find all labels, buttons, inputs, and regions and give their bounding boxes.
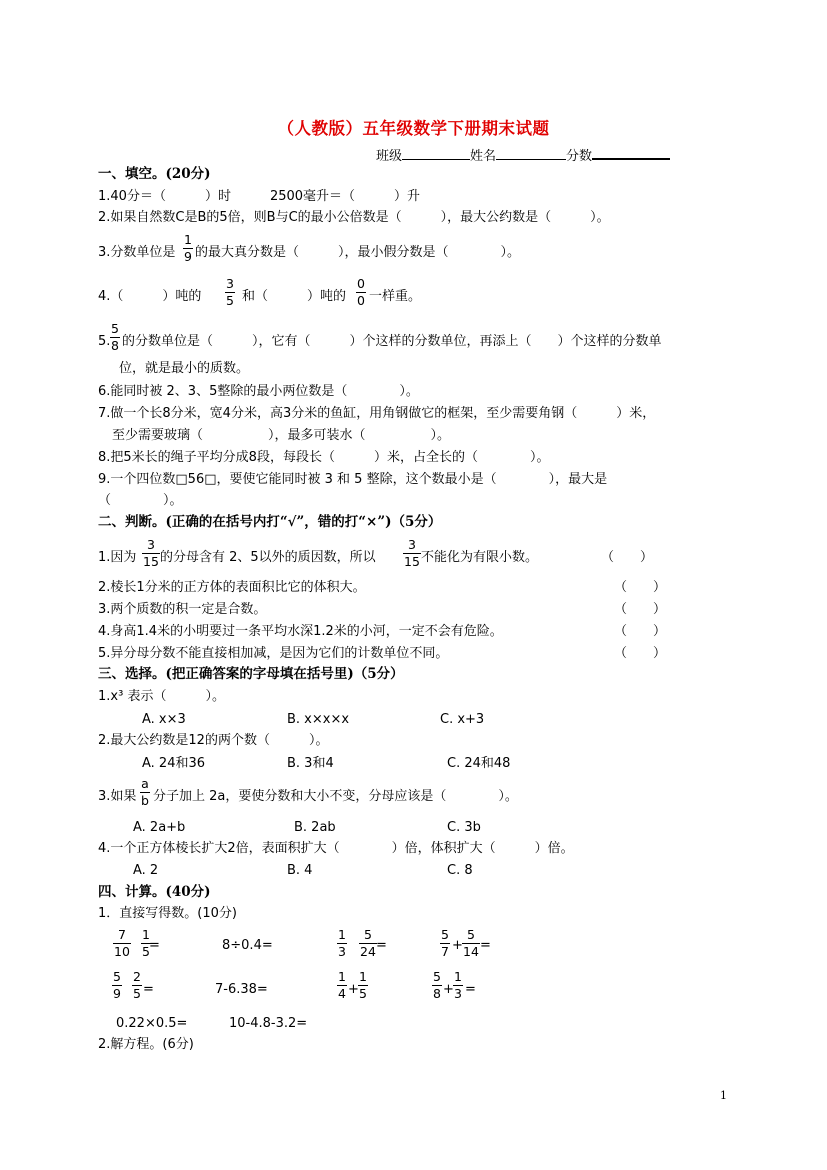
calc-r1c4-eq: = (480, 938, 491, 953)
judge-q4: 4.身高1.4米的小明要过一条平均水深1.2米的小河，一定不会有危险。 (98, 624, 503, 639)
calc-r2c2: 7-6.38= (215, 982, 268, 997)
score-blank[interactable] (592, 146, 670, 160)
calc-r3c1: 0.22×0.5= (116, 1016, 188, 1031)
fill-q5-rest: 的分数单位是（ ），它有（ ）个这样的分数单位，再添上（ ）个这样的分数单 (122, 334, 662, 349)
choice-q4-option-b[interactable]: B. 4 (287, 863, 313, 878)
judge-q3: 3.两个质数的积一定是合数。 (98, 602, 267, 617)
judge-q1-start: 1.因为 (98, 550, 137, 565)
calc-r2c1-frac-a: 5 9 (113, 969, 121, 1001)
calc-r2c3-frac-a: 1 4 (338, 969, 346, 1001)
calc-r2c1-eq: = (143, 982, 154, 997)
calc-r2c3-frac-b: 1 5 (359, 969, 367, 1001)
fill-q7-cont: 至少需要玻璃（ ），最多可装水（ ）。 (112, 428, 451, 443)
choice-q2: 2.最大公约数是12的两个数（ ）。 (98, 733, 329, 748)
calc-r1c3-eq: = (376, 938, 387, 953)
fill-q5-start: 5. (98, 334, 111, 349)
choice-q4: 4.一个正方体棱长扩大2倍，表面积扩大（ ）倍，体积扩大（ ）倍。 (98, 841, 574, 856)
choice-q3-option-a[interactable]: A. 2a+b (133, 820, 186, 835)
choice-q3-start: 3.如果 (98, 789, 137, 804)
calc-r2c4-frac-b: 1 3 (454, 969, 462, 1001)
fraction-one-ninth: 1 9 (184, 232, 192, 264)
choice-q1: 1.x³ 表示（ ）。 (98, 689, 225, 704)
fraction-three-fifteenths-2: 3 15 (404, 537, 420, 569)
fill-q8: 8.把5米长的绳子平均分成8段，每段长（ ）米，占全长的（ ）。 (98, 450, 550, 465)
choice-q3-option-c[interactable]: C. 3b (447, 820, 481, 835)
fill-q9-cont: （ ）。 (98, 493, 183, 508)
section-fill-heading: 一、填空。(20分) (98, 166, 211, 182)
fill-q6: 6.能同时被 2、3、5整除的最小两位数是（ ）。 (98, 384, 419, 399)
choice-q2-option-b[interactable]: B. 3和4 (287, 756, 334, 771)
page-number: 1 (720, 1089, 727, 1102)
calc-r2c4-plus: + (443, 982, 454, 997)
choice-q2-option-a[interactable]: A. 24和36 (142, 756, 206, 771)
fill-q3-start: 3.分数单位是 (98, 245, 176, 260)
choice-q4-option-a[interactable]: A. 2 (133, 863, 159, 878)
choice-q1-option-a[interactable]: A. x×3 (142, 712, 186, 727)
judge-q4-answer[interactable]: （ ） (614, 624, 667, 639)
fill-q4-end: 一样重。 (369, 289, 422, 304)
judge-q5: 5.异分母分数不能直接相加减，是因为它们的计数单位不同。 (98, 646, 449, 661)
fill-q9: 9.一个四位数□56□，要使它能同时被 3 和 5 整除，这个数最小是（ ），最大是 (98, 472, 608, 487)
class-blank[interactable] (402, 147, 470, 160)
fraction-blank: 0 0 (357, 276, 365, 308)
choice-q3-option-b[interactable]: B. 2ab (294, 820, 336, 835)
calc-r1c1-eq: = (149, 938, 160, 953)
judge-q1-end: 不能化为有限小数。 (421, 550, 539, 565)
fraction-a-over-b: a b (141, 776, 149, 808)
fill-q3-rest: 的最大真分数是（ ），最小假分数是（ ）。 (195, 245, 521, 260)
choice-q2-option-c[interactable]: C. 24和48 (447, 756, 511, 771)
calc-r1c4-plus: + (452, 938, 463, 953)
judge-q1-mid: 的分母含有 2、5以外的质因数，所以 (160, 550, 376, 565)
name-blank[interactable] (496, 147, 566, 160)
score-label: 分数 (566, 149, 593, 164)
calc-r2c4-frac-a: 5 8 (433, 969, 441, 1001)
fraction-five-eighths: 5 8 (111, 321, 119, 353)
fraction-three-fifteenths: 3 15 (143, 537, 159, 569)
fill-q7: 7.做一个长8分米，宽4分米，高3分米的鱼缸，用角钢做它的框架，至少需要角钢（ ）米， (98, 406, 656, 421)
calc-sub2: 2.解方程。(6分) (98, 1037, 194, 1052)
choice-q4-option-c[interactable]: C. 8 (447, 863, 473, 878)
calc-r2c4-eq: = (465, 982, 476, 997)
calc-r1c3-frac-b: 5 24 (360, 927, 376, 959)
judge-q3-answer[interactable]: （ ） (614, 602, 667, 617)
fill-q4-mid: 和（ ）吨的 (242, 289, 347, 304)
calc-r1c1-frac-b: 1 5 (142, 927, 150, 959)
fill-q2: 2.如果自然数C是B的5倍，则B与C的最小公倍数是（ ），最大公约数是（ ）。 (98, 210, 610, 225)
fill-q4-start: 4.（ ）吨的 (98, 289, 202, 304)
calc-r1c4-frac-b: 5 14 (463, 927, 479, 959)
choice-q1-option-b[interactable]: B. x×x×x (287, 712, 350, 727)
section-choice-heading: 三、选择。(把正确答案的字母填在括号里)（5分） (98, 666, 404, 682)
calc-r1c3-frac-a: 1 3 (338, 927, 346, 959)
class-label: 班级 (376, 149, 403, 164)
calc-r2c1-frac-b: 2 5 (133, 969, 141, 1001)
judge-q2: 2.棱长1分米的正方体的表面积比它的体积大。 (98, 580, 366, 595)
calc-sub1: 1．直接写得数。(10分) (98, 906, 237, 921)
judge-q1-answer[interactable]: （ ） (601, 550, 654, 565)
section-judge-heading: 二、判断。(正确的在括号内打“√”，错的打“×”)（5分） (98, 514, 442, 530)
student-info-line (376, 146, 670, 165)
fill-q5-cont: 位，就是最小的质数。 (119, 361, 250, 376)
calc-r1c4-frac-a: 5 7 (441, 927, 449, 959)
choice-q1-option-c[interactable]: C. x+3 (440, 712, 485, 727)
calc-r2c3-plus: + (348, 982, 359, 997)
fill-q1: 1.40分＝（ ）时 2500毫升＝（ ）升 (98, 189, 421, 204)
fraction-three-fifths: 3 5 (226, 276, 234, 308)
name-label: 姓名 (470, 149, 497, 164)
judge-q2-answer[interactable]: （ ） (614, 580, 667, 595)
section-calc-heading: 四、计算。(40分) (98, 884, 211, 900)
calc-r1c1-frac-a: 7 10 (114, 927, 130, 959)
judge-q5-answer[interactable]: （ ） (614, 646, 667, 661)
choice-q3-rest: 分子加上 2a，要使分数和大小不变，分母应该是（ ）。 (153, 789, 518, 804)
calc-r3c2: 10-4.8-3.2= (229, 1016, 308, 1031)
calc-r1c2: 8÷0.4= (222, 938, 273, 953)
page-title: （人教版）五年级数学下册期末试题 (277, 119, 550, 138)
